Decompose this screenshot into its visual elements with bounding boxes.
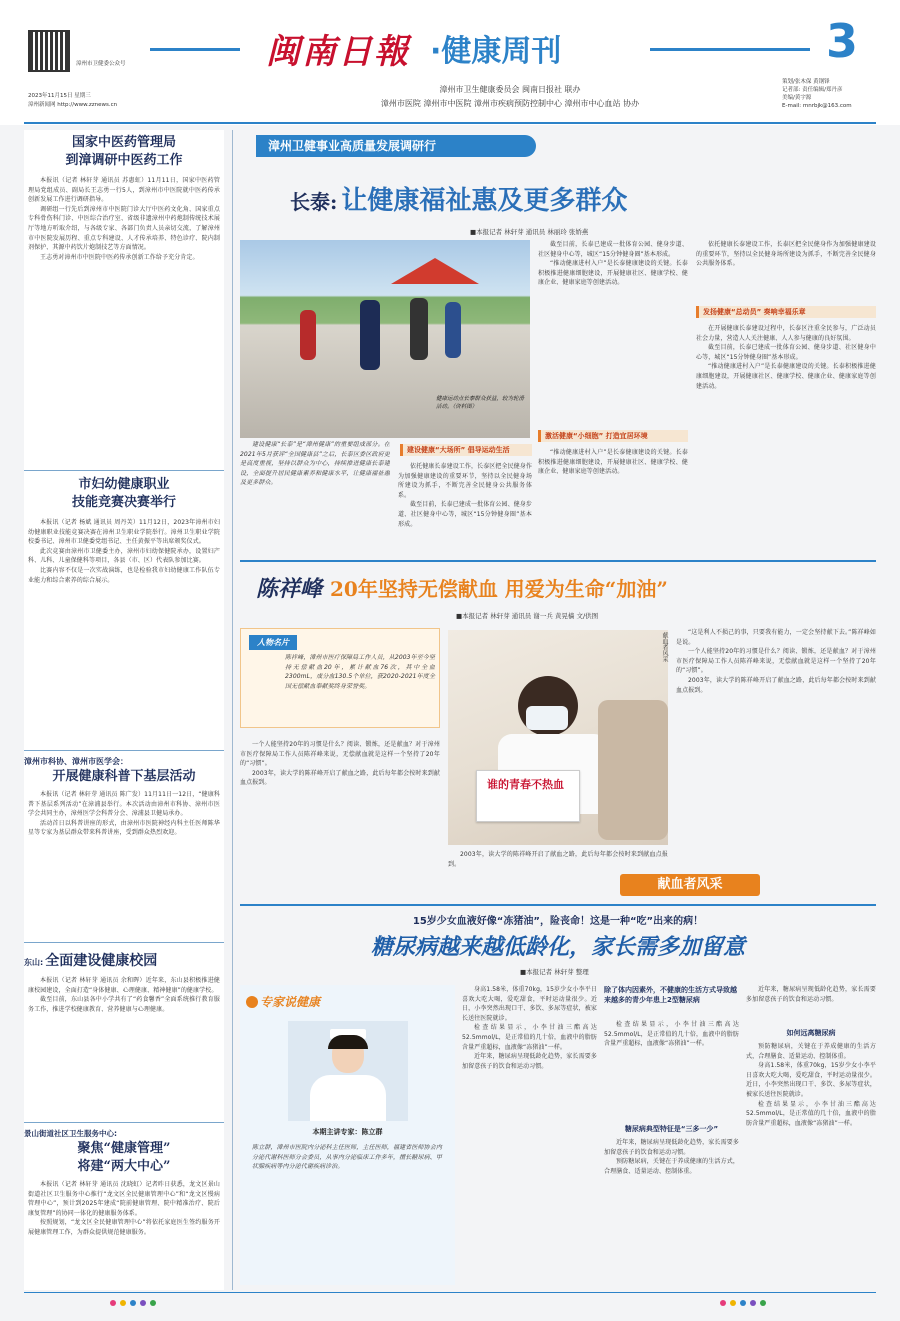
masthead <box>0 0 900 125</box>
skater <box>410 298 428 360</box>
section-title: ·健康周刊 <box>430 34 562 69</box>
divider <box>24 942 224 943</box>
article-headline <box>290 180 870 217</box>
photo-caption: 健康运动点长泰群众获益，较为轮滑活动。（资料图） <box>436 396 525 410</box>
sidebar-article-body: 本报讯（记者 林轩芽 通讯员 余和晖）近年来，东山县积极推进健康校园建设，全面打造“身体健康、心理健康、精神健康”的健康学校。 截至目前，东山县各中小学共有了“药食馨香”全面系统推行教育服务工作，推进学校健康教育、营养健康与心理健康。 <box>28 977 220 1013</box>
sign-board <box>476 770 580 822</box>
sidebar-article-body: 本报讯（记者 杨斌 通讯员 周丹芙）11月12日，2023年漳州市妇幼健康职业技能竞赛决赛在漳州卫生职业学院举行。漳州卫生职业学院校委书记、漳州市卫健委党组书记、主任黄振平等出席颁奖仪式。 此次竞赛由漳州市卫健委主办，漳州市妇幼保健院承办，设置妇产科、儿科、儿童保健科等项目，各县（市、区）代表队参加比赛。 比赛内容不仅是一次实战演练，也是检验我市妇幼健康工作队伍专业能力和综合素养的综合展示。 <box>28 519 220 584</box>
blood-donor-photo <box>448 630 668 845</box>
expert-panel <box>240 985 455 1285</box>
footer-dot <box>150 1300 156 1306</box>
sign-text: 谁的青春不热血 <box>487 778 564 791</box>
sidebar-headline: 聚焦“健康管理” 将建“两大中心” <box>77 1141 171 1174</box>
article-lead: 建设健康“长泰”是“漳州健康”的重要组成部分。在2021年5月获评“全国健康县”之后，长泰区委区政府更是高度重视，坚持以群众为中心，持续推进健康长泰建设，全面提升居民健康素养和健康水平，让健康福祉惠及更多群众。 <box>240 441 390 487</box>
sidebar-headline: 东山: 全面建设健康校园 <box>24 953 158 969</box>
hair <box>328 1035 368 1049</box>
sidebar-headline: 漳州市科协、漳州市医学会： 开展健康科普下基层活动 <box>24 757 196 784</box>
footer-dots-right <box>720 1300 766 1306</box>
subheading: 糖尿病典型特征是“三多一少” <box>624 1125 719 1133</box>
website: 漳州新闻网 http://www.zznews.cn <box>28 102 118 108</box>
editor-line: 美编/黄宇源 <box>782 95 812 101</box>
vertical-caption: 献血者风采 <box>661 632 668 662</box>
profile-box <box>240 628 440 728</box>
footer-dot <box>750 1300 756 1306</box>
article-body: 身高1.58米，体重70kg，15岁少女小李平日喜欢大吃大喝，爱吃甜食，平时运动量很少。近日，小李突然出现口干、多饮、多尿等症状，被家长送往医院就诊。 检查结果显示，小李甘油三酯高达 52.5mmol/L，是正常值的几十倍，血液中的脂肪含量严重超标，血液像“冻猪油”一样。 近年来，糖尿病呈现低龄化趋势，家长需要多加留意孩子的饮食和运动习惯。 <box>462 986 597 1070</box>
qr-code <box>28 30 70 72</box>
divider <box>240 560 876 562</box>
email: E-mail: mnrbjk@163.com <box>782 103 852 109</box>
headline-kicker: 长泰: <box>290 190 338 214</box>
article-body: 在开展健康长泰建设过程中，长泰区注重全民参与，广泛动员社会力量，营造人人关注健康、人人参与健康的良好氛围。 截至目前，长泰已建成一批体育公园、健身步道、社区健身中心等，城区“15分钟健身圈”基本形成。 “推动健康进村入户”是长泰健康建设的关键。长泰积极推进健康细胞建设，开展健康社区、健康学校、健康企业、健康家庭等创建活动。 <box>696 325 876 390</box>
profile-text: 陈祥峰，漳州市医疗保障局工作人员，从2003年至今坚持无偿献血20年，累计献血76次，其中全血2300mL，成分血130.5个单位，获2020-2021年度全国无偿献血奉献奖终身荣誉奖。 <box>285 654 435 690</box>
article-overline: 15岁少女血液好像“冻猪油”，险丧命！这是一种“吃”出来的病！ <box>412 916 704 927</box>
headline-main: 让健康福祉惠及更多群众 <box>341 186 628 216</box>
orgs-line-1: 漳州市卫生健康委员会 闽南日报社 联办 <box>439 85 581 94</box>
chair <box>598 700 668 840</box>
article-headline: 糖尿病越来越低龄化，家长需多加留意 <box>370 934 745 960</box>
qr-caption: 漳州市卫健委公众号 <box>76 61 126 67</box>
footer-dot <box>760 1300 766 1306</box>
footer-dot <box>140 1300 146 1306</box>
article-body: 2003年，读大学的陈祥峰开启了献血之路，此后每年都会按时来到献血点报到。 <box>448 851 668 868</box>
orgs-line-2: 漳州市医院 漳州市中医院 漳州市疾病预防控制中心 漳州市中心血站 协办 <box>380 99 640 108</box>
article-headline <box>256 572 876 603</box>
headline-name: 陈祥峰 <box>256 576 323 602</box>
article-body: “推动健康进村入户”是长泰健康建设的关键。长泰积极推进健康细胞建设，开展健康社区、健康学校、健康企业、健康家庭等创建活动。 <box>538 449 688 476</box>
sidebar-article-body: 本报讯（记者 林轩芽 通讯员 沈晓虹）记者昨日获悉，龙文区景山街道社区卫生服务中心推行“龙文区全民健康管理中心”和“龙文区慢病管理中心”，预计到2025年建成“院前健康管理、院中精准治疗、院后康复管理”的协同一体化的健康服务体系。 按照规划，“龙文区全民健康管理中心”将依托家庭医生签约服务开展健康管理工作，为群众提供规范健康服务。 <box>28 1181 220 1236</box>
byline: ■本报记者 林轩芽 通讯员 林丽玲 张娇燕 <box>470 228 589 236</box>
divider <box>240 904 876 906</box>
byline: ■本报记者 林轩芽 通讯员 谢一兵 黄晃樯 文/供图 <box>456 612 599 620</box>
expert-caption: 本期主讲专家：陈立群 <box>312 1128 383 1136</box>
subheading: 如何远离糖尿病 <box>786 1029 836 1037</box>
sidebar-headline: 国家中医药管理局 到漳调研中医药工作 <box>65 135 183 168</box>
sidebar-article-body: 本报讯（记者 林轩芽 通讯员 苏惠虹）11月11日，国家中医药管理局党组成员、副局长王志勇一行5人，到漳州市中医院就中医药传承创新发展工作进行调研指导。 调研组一行先后到漳州市中医院门诊大厅中医药文化角、国家重点专科骨伤科门诊、中医综合治疗室、省级非遗漳州中药炮制传统技术展厅等地方听取介绍，与各级专家、各部门负责人员亲切交流，了解漳州市中医院发展历程、重点专科建设、人才传承培养、特色诊疗、院内制剂保护、其源中药饮片炮制技艺等方面情况。 王志勇对漳州市中医院中医药传承创新工作给予充分肯定。 <box>28 177 220 261</box>
sidebar-article-body: 本报讯（记者 林轩芽 通讯员 陈广发）11月11日一12日，“健康科普下基层系列活动”在漳浦县举行。本次活动由漳州市科协、漳州市医学会共同主办，漳州医学会科普分会、漳浦县卫健局承办。 活动首日以科普讲座的形式，由漳州市医院神经内科主任医师陈华星等专家为基层群众带来科普讲座，受到群众热烈欢迎。 <box>28 791 220 837</box>
expert-bio: 陈立群，漳州市医院内分泌科主任医师，主任医师，福建省医师协会内分泌代谢科医师分会委员，从事内分泌临床工作多年，擅长糖尿病、甲状腺疾病等内分泌代谢疾病诊治。 <box>252 1144 442 1171</box>
subheading: 发扬健康“总动员” 奏响幸福乐章 <box>696 306 876 318</box>
expert-portrait <box>288 1021 408 1121</box>
subheading: 除了体内因素外，不健康的生活方式导致越来越多的青少年患上2型糖尿病 <box>604 986 737 1004</box>
divider <box>24 470 224 471</box>
masthead-left-line <box>150 48 240 51</box>
tent <box>380 258 490 284</box>
issue-date: 2023年11月15日 星期三 <box>28 93 91 99</box>
masthead-right-line <box>650 48 810 51</box>
page-number: 3 <box>826 14 859 68</box>
article-body: 预防糖尿病，关键在于养成健康的生活方式，合理膳食、适量运动、控制体重。 身高1.58米，体重70kg，15岁少女小李平日喜欢大吃大喝，爱吃甜食，平时运动量很少。近日，小李突然出现口干、多饮、多尿等症状，被家长送往医院就诊。 检查结果显示，小李甘油三酯高达 52.5mmol/L，是正常值的几十倍，血液中的脂肪含量严重超标，血液像“冻猪油”一样。 <box>746 1043 876 1127</box>
donor-mask <box>526 706 568 730</box>
footer-dots <box>110 1300 156 1306</box>
section-label: 献血者风采 <box>620 874 760 896</box>
coat <box>310 1075 386 1121</box>
masthead-underline <box>24 122 876 124</box>
masthead-logo: 闽南日報 <box>266 32 410 72</box>
article-body: 依托健康长泰建设工作，长泰区把全民健身作为加强健康建设的重要环节，坚持以全民健身场所建设为抓手，不断完善全民健身公共服务体系。 <box>696 241 876 268</box>
sidebar-headline: 市妇幼健康职业 技能竞赛决赛举行 <box>71 477 176 510</box>
footer-dot <box>110 1300 116 1306</box>
article-body: 截至目前，长泰已建成一批体育公园、健身步道、社区健身中心等，城区“15分钟健身圈”基本形成。 “推动健康进村入户”是长泰健康建设的关键。长泰积极推进健康细胞建设，开展健康社区、健康学校、健康企业、健康家庭等创建活动。 <box>538 241 688 287</box>
article-body: 依托健康长泰建设工作，长泰区把全民健身作为加强健康建设的重要环节，坚持以全民健身场所建设为抓手，不断完善全民健身公共服务体系。 截至目前，长泰已建成一批体育公园、健身步道、社区健身中心等，城区“15分钟健身圈”基本形成。 <box>398 463 532 528</box>
headline-main: 20年坚持无偿献血 用爱为生命“加油” <box>330 577 668 601</box>
sidebar <box>24 130 224 1290</box>
footer-dot <box>730 1300 736 1306</box>
roller-skating-photo <box>240 240 530 438</box>
expert-logo: 专家说健康 <box>246 993 320 1010</box>
section-banner: 漳州卫健事业高质量发展调研行 <box>256 135 536 157</box>
skater <box>300 310 316 360</box>
article-body: 一个人能坚持20年的习惯是什么？阅读、锻炼，还是献血？对于漳州市医疗保障局工作人员陈祥峰来说，无偿献血就是这样一个坚持了20年的“习惯”。 2003年，读大学的陈祥峰开启了献血之路，此后每年都会按时来到献血点报到。 <box>240 741 440 787</box>
subheading: 激活健康“小细胞” 打造宜居环境 <box>538 430 688 442</box>
editors <box>782 78 892 110</box>
editor-line: 记者部: 责任编辑/郑丹彦 <box>782 87 843 93</box>
column-divider <box>232 130 233 1290</box>
sidebar-tag: 景山街道社区卫生服务中心: <box>24 1129 117 1138</box>
byline: ■本报记者 林轩芽 整理 <box>520 968 589 976</box>
footer-dot <box>120 1300 126 1306</box>
article-body: “这是利人不损己的事，只要我有能力，一定会坚持献下去。”陈祥峰如是说。 一个人能坚持20年的习惯是什么？阅读、锻炼，还是献血？对于漳州市医疗保障局工作人员陈祥峰来说，无偿献血就是这样一个坚持了20年的“习惯”。 2003年，读大学的陈祥峰开启了献血之路，此后每年都会按时来到献血点报到。 <box>676 629 876 694</box>
skater <box>360 300 380 370</box>
article-body: 近年来，糖尿病呈现低龄化趋势，家长需要多加留意孩子的饮食和运动习惯。 预防糖尿病，关键在于养成健康的生活方式，合理膳食、适量运动、控制体重。 <box>604 1139 739 1175</box>
footer-dot <box>130 1300 136 1306</box>
article-body: 近年来，糖尿病呈现低龄化趋势，家长需要多加留意孩子的饮食和运动习惯。 <box>746 986 876 1003</box>
editor-line: 策划/张木保 黄钢锋 <box>782 79 830 85</box>
footer-dot <box>720 1300 726 1306</box>
article-body: 检查结果显示，小李甘油三酯高达 52.5mmol/L，是正常值的几十倍，血液中的脂肪含量严重超标，血液像“冻猪油”一样。 <box>604 1021 739 1048</box>
footer-dot <box>740 1300 746 1306</box>
divider <box>24 750 224 751</box>
divider <box>24 1122 224 1123</box>
footer-rule <box>24 1292 876 1293</box>
skater <box>445 302 461 358</box>
subheading: 建设健康“大场所” 倡导运动生活 <box>400 444 532 456</box>
profile-title: 人物名片 <box>249 635 297 650</box>
expert-icon <box>246 996 258 1008</box>
